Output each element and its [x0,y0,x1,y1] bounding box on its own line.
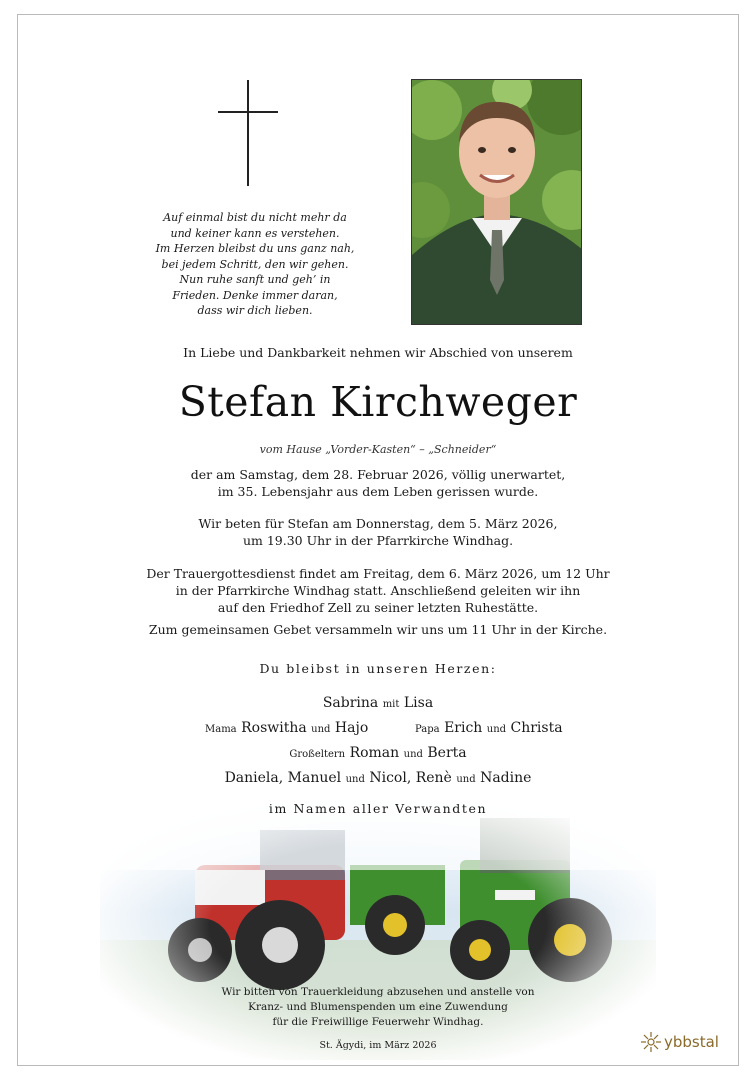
funeral-line: Der Trauergottesdienst findet am Freitag, dem 6. März 2026, um 12 Uhr [146,566,610,581]
funeral-line: auf den Friedhof Zell zu seiner letzten Ruhestätte. [217,600,539,615]
death-line: der am Samstag, dem 28. Februar 2026, völlig unerwartet, [190,467,566,482]
family-father: Papa Erich und Christa [415,720,563,736]
closing-line: für die Freiwillige Feuerwehr Windhag. [272,1016,484,1028]
death-notice [0,466,756,500]
place-date: St. Ägydi, im März 2026 [319,1040,437,1051]
dandelion-icon [640,1031,662,1053]
house-name: vom Hause „Vorder-Kasten“ – „Schneider“ [259,443,497,456]
poem-line: dass wir dich lieben. [197,304,313,317]
family-line-partner: Sabrina mit Lisa [322,695,434,711]
deceased-name: Stefan Kirchweger [178,378,578,426]
relatives-line: im Namen aller Verwandten [268,801,488,816]
poem [120,210,390,319]
poem-line: Nun ruhe sanft und geh’ in [179,273,331,286]
closing-line: Kranz- und Blumenspenden um eine Zuwendung [248,1001,508,1013]
ybbstal-logo [640,1030,719,1054]
logo-text: ybbstal [664,1033,719,1051]
portrait-photo [411,79,582,325]
family-line-grandparents: Großeltern Roman und Berta [289,745,467,761]
cross-icon [218,80,278,186]
prayer-line: Wir beten für Stefan am Donnerstag, dem 5. März 2026, [198,516,558,531]
family-line-siblings: Daniela, Manuel und Nicol, Renè und Nadine [224,770,532,786]
prayer-line: um 19.30 Uhr in der Pfarrkirche Windhag. [242,533,514,548]
poem-line: Im Herzen bleibst du uns ganz nah, [155,242,355,255]
poem-line: Auf einmal bist du nicht mehr da [163,211,347,224]
funeral-line: in der Pfarrkirche Windhag statt. Anschließend geleiten wir ihn [175,583,581,598]
funeral-notice [0,565,756,616]
death-line: im 35. Lebensjahr aus dem Leben gerissen wurde. [217,484,539,499]
intro-text: In Liebe und Dankbarkeit nehmen wir Abschied von unserem [183,345,573,360]
closing-line: Wir bitten von Trauerkleidung abzusehen und anstelle von [221,986,535,998]
mourners-title: Du bleibst in unseren Herzen: [259,661,497,676]
poem-line: bei jedem Schritt, den wir gehen. [161,257,349,271]
prayer-notice [0,515,756,549]
closing-request [0,985,756,1030]
poem-line: und keiner kann es verstehen. [170,226,340,240]
gathering-notice: Zum gemeinsamen Gebet versammeln wir uns um 11 Uhr in der Kirche. [148,622,608,637]
family-mother: Mama Roswitha und Hajo [205,720,369,736]
poem-line: Frieden. Denke immer daran, [172,288,338,302]
